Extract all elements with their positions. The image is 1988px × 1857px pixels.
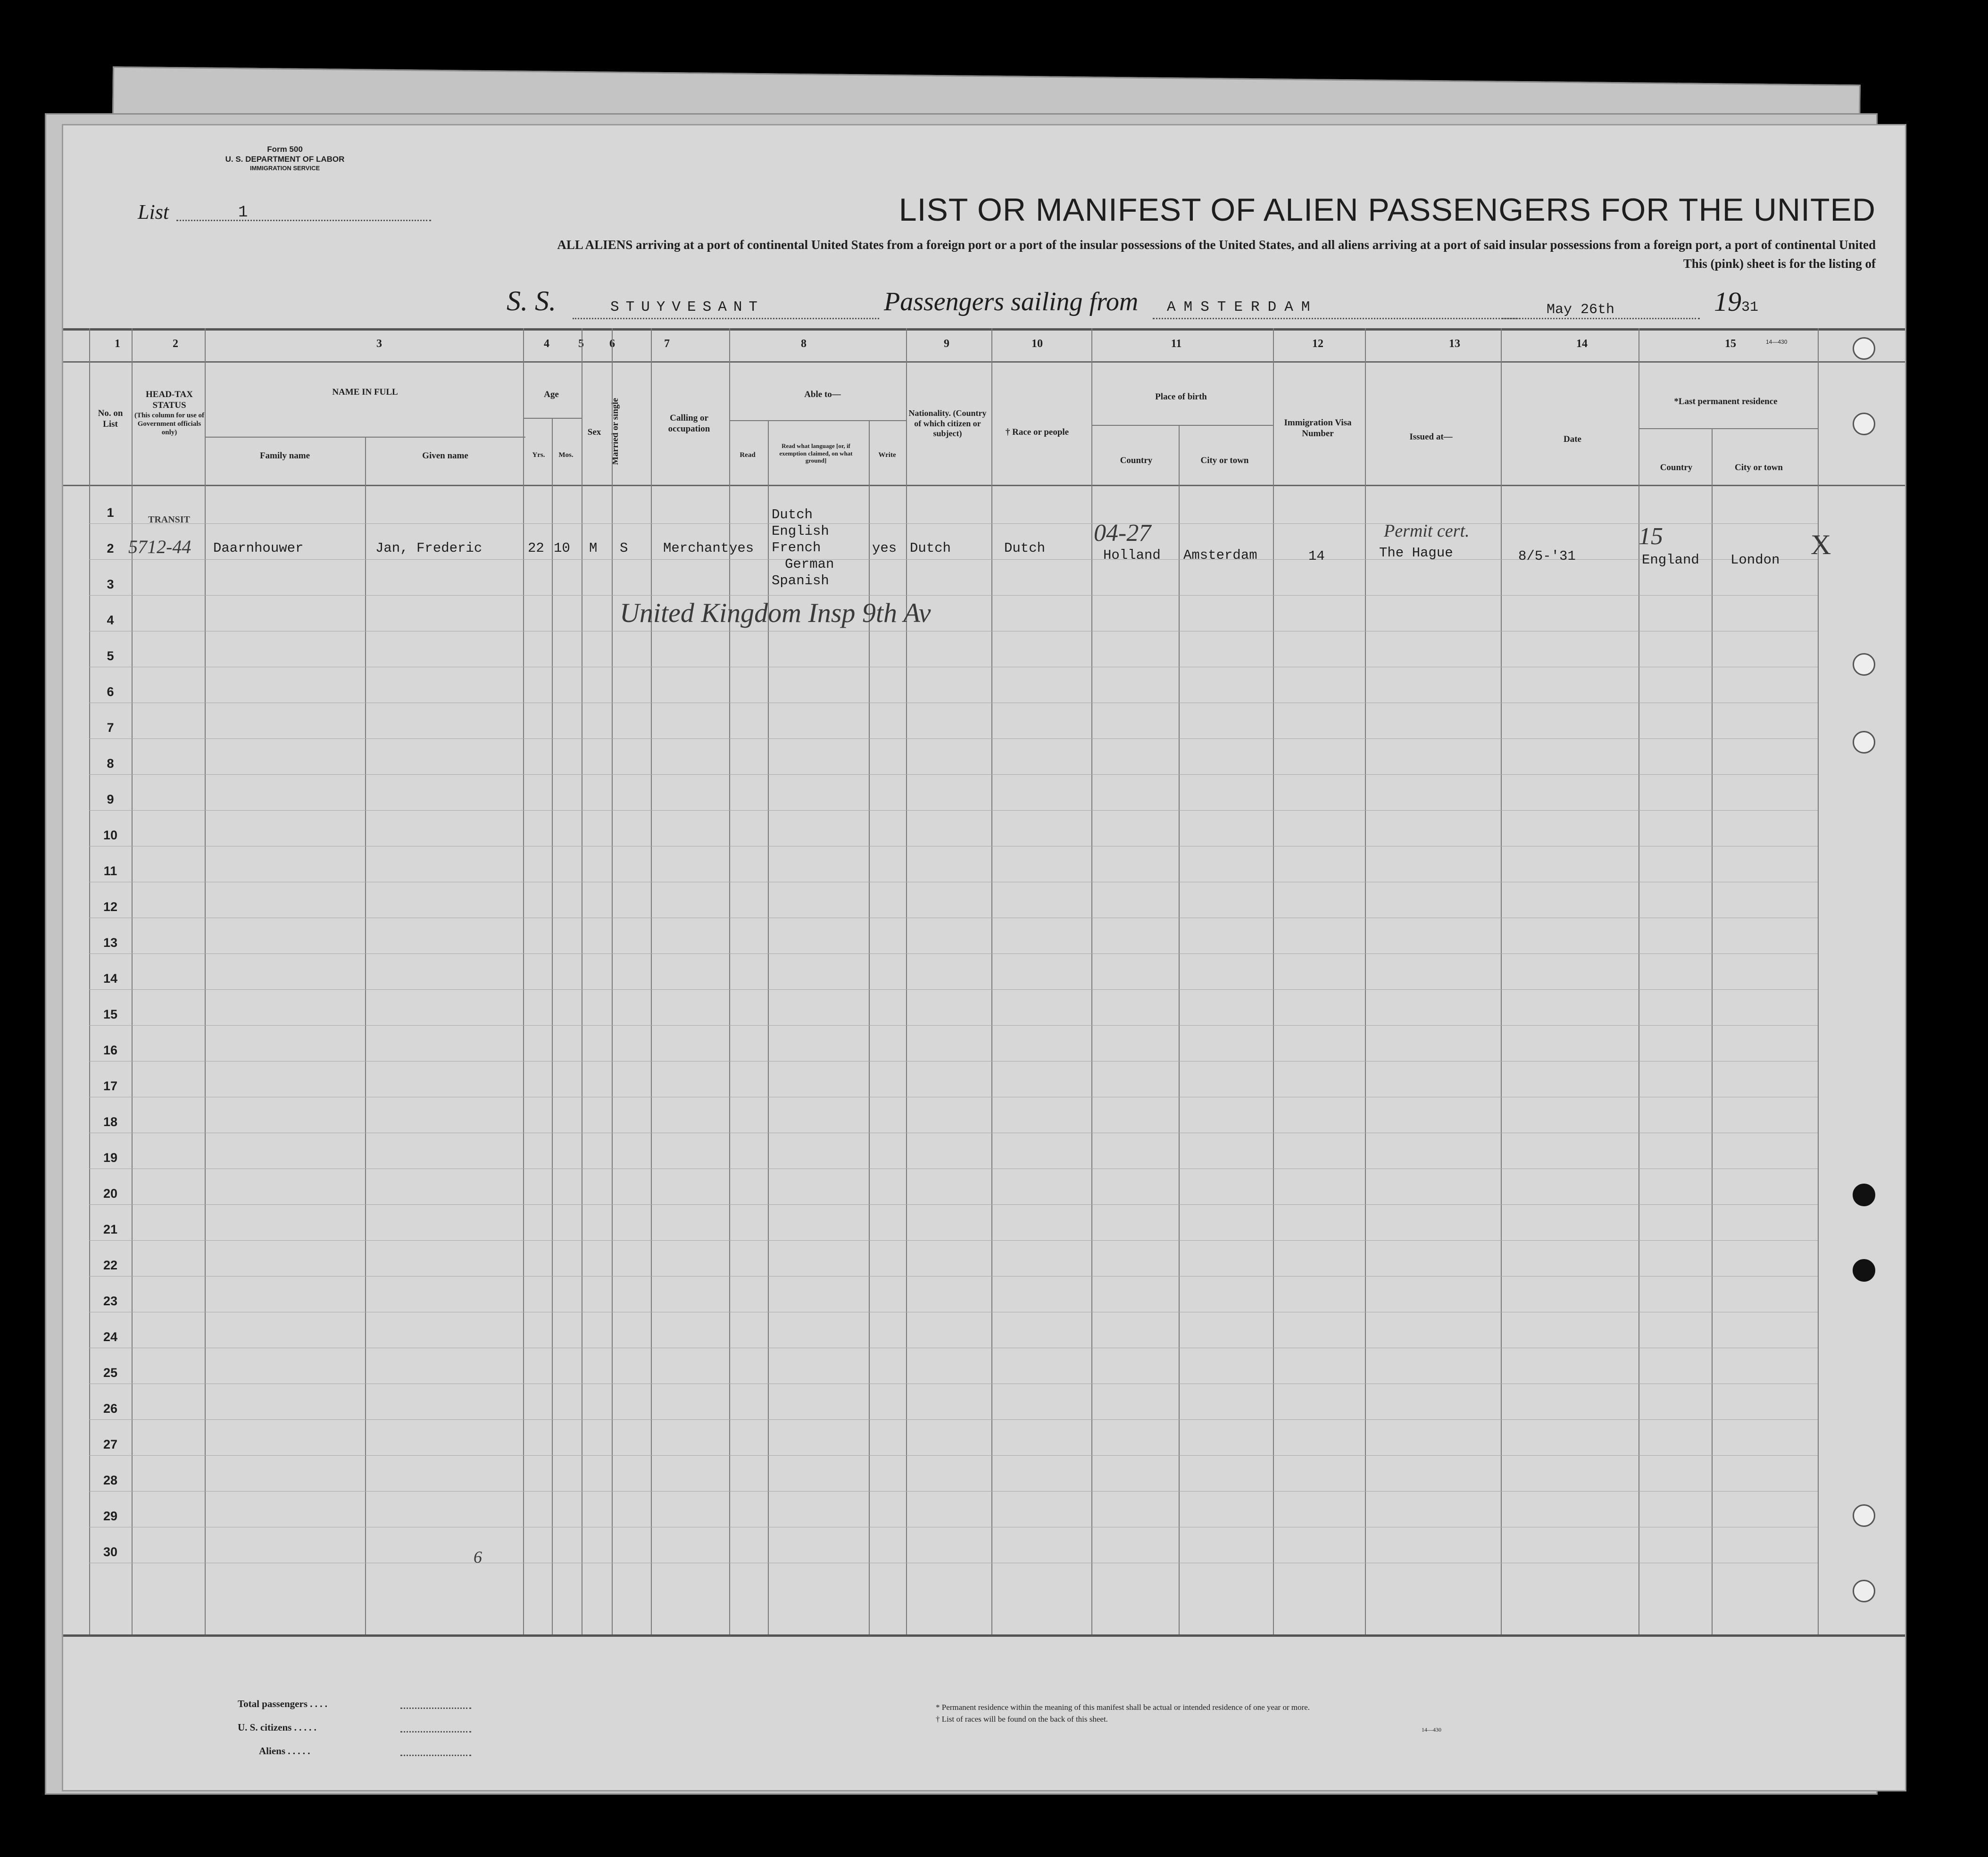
row-number: 15	[103, 1007, 118, 1021]
form-code: 14—430	[1766, 339, 1788, 345]
column-divider	[132, 328, 133, 1634]
citizens-label-text: U. S. citizens	[238, 1722, 292, 1733]
row-number: 30	[103, 1545, 118, 1559]
row-number: 21	[103, 1222, 118, 1236]
port-underline	[1153, 318, 1521, 319]
handwritten-code: 04-27	[1094, 520, 1151, 547]
column-divider	[1273, 328, 1274, 1634]
instructions-line-2: This (pink) sheet is for the listing of	[1683, 257, 1876, 271]
form-identifier	[186, 144, 384, 172]
stray-mark: 6	[474, 1548, 482, 1567]
header-issued-at: Issued at—	[1409, 432, 1453, 442]
year-suffix: 31	[1741, 299, 1759, 315]
column-number: 13	[1449, 338, 1460, 350]
handwritten-x-mark: X	[1811, 529, 1831, 560]
footnote-races: † List of races will be found on the back of this sheet.	[936, 1715, 1108, 1724]
row-number: 6	[107, 685, 114, 699]
row-rule	[89, 1419, 1818, 1420]
footnote-residence: * Permanent residence within the meaning of this manifest shall be actual or intended residence of one year or more.	[936, 1703, 1310, 1712]
header-mos: Mos.	[558, 451, 574, 459]
form-number: Form 500	[267, 145, 303, 154]
race: Dutch	[1004, 540, 1046, 556]
instructions-line-1: ALL ALIENS arriving at a port of continental United States from a foreign port or a port of the insular possessions of the United States, and all aliens arriving at a port of said insular possessions from a foreign port, a port of continental United	[557, 238, 1876, 252]
total-underline	[400, 1708, 471, 1709]
binder-hole	[1853, 653, 1875, 676]
header-head-tax	[134, 390, 205, 437]
rule	[63, 328, 1905, 331]
passengers-sailing-label: Passengers sailing from	[884, 287, 1139, 316]
column-number: 14	[1576, 338, 1588, 350]
header-no-on-list: No. on List	[98, 408, 123, 429]
header-family-name: Family name	[259, 451, 310, 461]
header-read-what-language: Read what language [or, if exemption claimed, on what ground]	[779, 442, 853, 464]
column-number: 5	[578, 338, 584, 350]
row-number: 3	[107, 577, 114, 591]
column-number: 1	[115, 338, 120, 350]
binder-hole	[1853, 731, 1875, 754]
row-number: 28	[103, 1473, 118, 1487]
family-name: Daarnhouwer	[213, 540, 304, 556]
header-date: Date	[1564, 434, 1581, 444]
visa-number: 14	[1308, 548, 1325, 564]
languages-list	[772, 506, 834, 589]
column-divider	[612, 328, 613, 1634]
ss-label: S. S.	[507, 285, 556, 316]
row-number: 1	[107, 506, 114, 520]
language: Spanish	[772, 573, 829, 589]
row-number: 22	[103, 1258, 118, 1272]
row-number: 11	[103, 864, 117, 878]
page-title: LIST OR MANIFEST OF ALIEN PASSENGERS FOR THE UNITED	[898, 192, 1876, 228]
row-rule	[89, 1240, 1818, 1241]
column-divider	[1091, 328, 1092, 1634]
column-divider	[1365, 328, 1366, 1634]
row-rule	[89, 1025, 1818, 1026]
column-divider	[1712, 428, 1713, 1634]
binder-hole	[1853, 413, 1875, 435]
rule	[729, 420, 906, 421]
header-name-in-full: NAME IN FULL	[332, 387, 398, 397]
row-number: 7	[107, 721, 114, 735]
column-divider	[729, 328, 730, 1634]
header-yrs: Yrs.	[532, 451, 545, 459]
binder-hole	[1853, 337, 1875, 360]
rule	[63, 361, 1905, 363]
rule	[1639, 428, 1818, 429]
column-number: 3	[376, 338, 382, 350]
row-number: 26	[103, 1401, 118, 1416]
footer-form-code: 14—430	[1422, 1726, 1441, 1733]
binder-hole	[1853, 1184, 1875, 1206]
sailing-date: May 26th	[1547, 302, 1615, 318]
column-divider	[365, 437, 366, 1634]
row-number: 14	[103, 971, 118, 986]
column-number: 2	[173, 338, 178, 350]
total-label-text: Total passengers	[238, 1698, 308, 1709]
row-number: 8	[107, 756, 114, 771]
can-read: yes	[729, 540, 754, 556]
column-number: 9	[944, 338, 949, 350]
row-number: 25	[103, 1366, 118, 1380]
nationality: Dutch	[910, 540, 951, 556]
header-age: Age	[544, 390, 559, 399]
row-number: 19	[103, 1151, 118, 1165]
row-rule	[89, 595, 1818, 596]
list-underline	[176, 220, 431, 221]
rule	[63, 1634, 1905, 1637]
header-last-residence: *Last permanent residence	[1674, 397, 1778, 406]
issued-at: The Hague	[1379, 545, 1453, 561]
row-rule	[89, 1455, 1818, 1456]
column-divider	[1818, 328, 1819, 1634]
column-divider	[1501, 328, 1502, 1634]
header-nationality: Nationality. (Country of which citizen or subject)	[908, 408, 987, 439]
row-rule	[89, 1276, 1818, 1277]
occupation: Merchant	[663, 540, 729, 556]
binder-hole	[1853, 1580, 1875, 1602]
column-divider	[651, 328, 652, 1634]
us-citizens-label: U. S. citizens . . . . .	[238, 1722, 316, 1733]
head-tax-title: HEAD-TAX STATUS	[146, 390, 193, 410]
binder-hole	[1853, 1504, 1875, 1527]
department-name: U. S. DEPARTMENT OF LABOR	[225, 155, 345, 164]
list-label: List	[138, 200, 169, 224]
header-place-of-birth: Place of birth	[1155, 392, 1207, 402]
row-number: 24	[103, 1330, 118, 1344]
column-number: 7	[664, 338, 670, 350]
column-number: 10	[1031, 338, 1043, 350]
row-rule	[89, 1204, 1818, 1205]
header-visa-number: Immigration Visa Number	[1284, 418, 1352, 439]
column-number: 8	[801, 338, 807, 350]
birth-city: Amsterdam	[1183, 547, 1257, 563]
residence-city: London	[1730, 552, 1780, 568]
column-divider	[552, 418, 553, 1634]
row-rule	[89, 953, 1818, 954]
row-rule	[89, 774, 1818, 775]
sex: M	[589, 540, 598, 556]
handwritten-annotation: United Kingdom Insp 9th Av	[620, 597, 931, 628]
row-number: 5	[107, 649, 114, 663]
manifest-sheet	[62, 124, 1906, 1791]
date-underline	[1502, 318, 1700, 319]
column-number: 11	[1171, 338, 1182, 350]
header-birth-country: Country	[1120, 456, 1153, 465]
row-number: 12	[103, 900, 118, 914]
row-number: 29	[103, 1509, 118, 1523]
column-divider	[906, 328, 907, 1634]
aliens-label: Aliens . . . . .	[259, 1745, 310, 1757]
column-divider	[991, 328, 992, 1634]
column-number: 12	[1312, 338, 1323, 350]
head-tax-number: 5712-44	[128, 536, 191, 557]
column-number: 6	[609, 338, 615, 350]
marital-status: S	[620, 540, 628, 556]
head-tax-subtitle: (This column for use of Government officials only)	[134, 411, 205, 436]
language: French	[772, 540, 821, 555]
year-prefix: 19	[1714, 286, 1741, 317]
row-rule	[89, 1491, 1818, 1492]
aliens-label-text: Aliens	[259, 1745, 286, 1757]
language: English	[772, 523, 829, 539]
header-residence-city: City or town	[1734, 463, 1783, 473]
header-read: Read	[740, 451, 756, 459]
header-residence-country: Country	[1660, 463, 1693, 473]
row-number: 17	[103, 1079, 118, 1093]
age-years: 22	[528, 540, 544, 556]
row-number: 4	[107, 613, 114, 627]
given-name: Jan, Frederic	[375, 540, 482, 556]
column-divider	[89, 328, 90, 1634]
row-rule	[89, 989, 1818, 990]
birth-country: Holland	[1103, 547, 1161, 563]
header-sex: Sex	[587, 427, 601, 437]
language: German	[785, 556, 834, 572]
ship-underline	[573, 318, 879, 319]
ship-name: STUYVESANT	[610, 299, 765, 315]
service-name: IMMIGRATION SERVICE	[250, 164, 320, 172]
column-divider	[523, 328, 524, 1634]
rule	[63, 485, 1905, 486]
column-number: 4	[544, 338, 549, 350]
row-number: 20	[103, 1186, 118, 1201]
aliens-underline	[400, 1755, 471, 1756]
citizens-underline	[400, 1731, 471, 1733]
column-number: 15	[1725, 338, 1736, 350]
column-divider	[1179, 425, 1180, 1634]
rule	[1091, 425, 1273, 426]
row-rule	[89, 523, 1818, 524]
departure-port: AMSTERDAM	[1167, 299, 1318, 315]
visa-date: 8/5-'31	[1518, 548, 1576, 564]
row-number: 2	[107, 541, 114, 555]
binder-hole	[1853, 1259, 1875, 1282]
row-number: 9	[107, 792, 114, 806]
header-calling: Calling or occupation	[668, 413, 710, 434]
column-divider	[205, 328, 206, 1634]
handwritten-code-2: 15	[1639, 523, 1663, 550]
header-birth-city: City or town	[1200, 456, 1249, 465]
sailing-year	[1714, 286, 1758, 317]
row-number: 23	[103, 1294, 118, 1308]
row-rule	[89, 810, 1818, 811]
row-number: 16	[103, 1043, 118, 1057]
row-number: 18	[103, 1115, 118, 1129]
row-number: 27	[103, 1437, 118, 1451]
residence-country: England	[1642, 552, 1699, 568]
row-number: 13	[103, 936, 118, 950]
header-given-name: Given name	[422, 451, 468, 461]
transit-stamp: TRANSIT	[148, 514, 190, 525]
header-race: † Race or people	[1005, 427, 1069, 437]
header-able-to: Able to—	[804, 390, 841, 399]
header-write: Write	[878, 451, 896, 459]
language: Dutch	[772, 507, 813, 522]
row-number: 10	[103, 828, 118, 842]
age-months: 10	[554, 540, 570, 556]
header-married-or-single: Married or single	[610, 398, 620, 465]
list-number: 1	[238, 204, 248, 222]
total-passengers-label: Total passengers . . . .	[238, 1698, 327, 1709]
can-write: yes	[872, 540, 897, 556]
handwritten-permit: Permit cert.	[1384, 521, 1470, 541]
row-rule	[89, 738, 1818, 739]
